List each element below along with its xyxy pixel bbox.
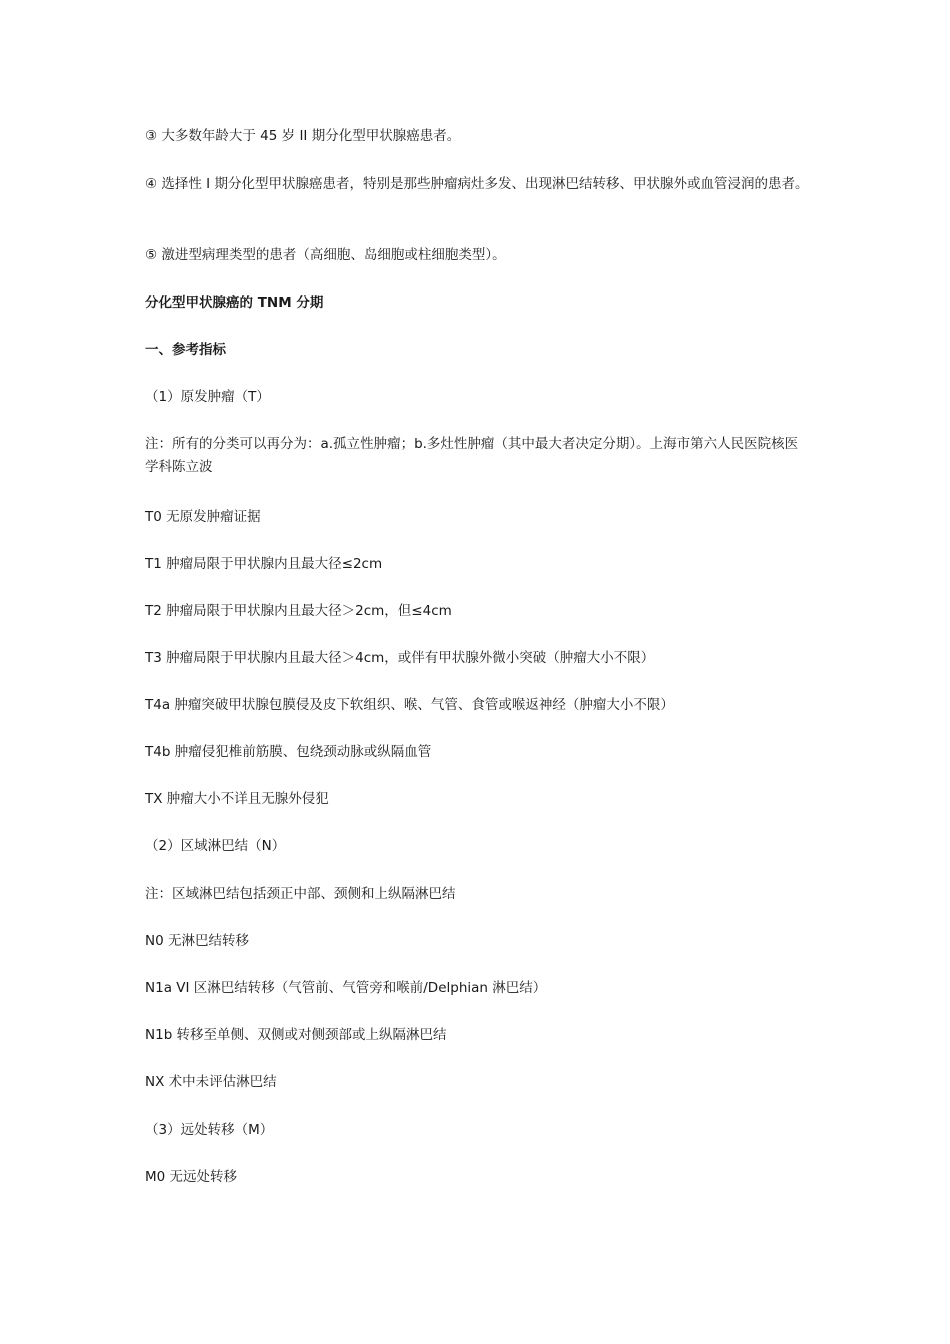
item-t1: T1 肿瘤局限于甲状腺内且最大径≤2cm — [145, 556, 383, 572]
item-t4b: T4b 肿瘤侵犯椎前筋膜、包绕颈动脉或纵隔血管 — [145, 744, 432, 760]
paragraph-aggressive-pathology: ⑤ 激进型病理类型的患者（高细胞、岛细胞或柱细胞类型）。 — [145, 247, 506, 263]
subheading-primary-tumor: （1）原发肿瘤（T） — [145, 389, 270, 405]
subheading-distant-metastasis: （3）远处转移（M） — [145, 1122, 274, 1138]
section-heading-tnm: 分化型甲状腺癌的 TNM 分期 — [145, 295, 324, 311]
section-heading-reference: 一、参考指标 — [145, 342, 226, 358]
note-primary-tumor: 注：所有的分类可以再分为：a.孤立性肿瘤；b.多灶性肿瘤（其中最大者决定分期）。上海市第六人民医院核医学科陈立波 — [145, 436, 799, 475]
item-tx: TX 肿瘤大小不详且无腺外侵犯 — [145, 791, 329, 807]
item-t2: T2 肿瘤局限于甲状腺内且最大径＞2cm，但≤4cm — [145, 603, 452, 619]
paragraph-age-over-45: ③ 大多数年龄大于 45 岁 II 期分化型甲状腺癌患者。 — [145, 128, 461, 144]
item-n1a: N1a VI 区淋巴结转移（气管前、气管旁和喉前/Delphian 淋巴结） — [145, 980, 547, 996]
item-n1b: N1b 转移至单侧、双侧或对侧颈部或上纵隔淋巴结 — [145, 1027, 447, 1043]
subheading-regional-nodes: （2）区域淋巴结（N） — [145, 838, 286, 854]
item-t0: T0 无原发肿瘤证据 — [145, 509, 261, 525]
item-t3: T3 肿瘤局限于甲状腺内且最大径＞4cm，或伴有甲状腺外微小突破（肿瘤大小不限） — [145, 650, 655, 666]
item-nx: NX 术中未评估淋巴结 — [145, 1074, 277, 1090]
item-m0: M0 无远处转移 — [145, 1169, 238, 1185]
item-n0: N0 无淋巴结转移 — [145, 933, 249, 949]
item-t4a: T4a 肿瘤突破甲状腺包膜侵及皮下软组织、喉、气管、食管或喉返神经（肿瘤大小不限） — [145, 697, 674, 713]
paragraph-selective-stage-one: ④ 选择性 I 期分化型甲状腺癌患者，特别是那些肿瘤病灶多发、出现淋巴结转移、甲状腺外或血管浸润的患者。 — [145, 176, 809, 192]
note-regional-nodes: 注：区域淋巴结包括颈正中部、颈侧和上纵隔淋巴结 — [145, 886, 456, 902]
